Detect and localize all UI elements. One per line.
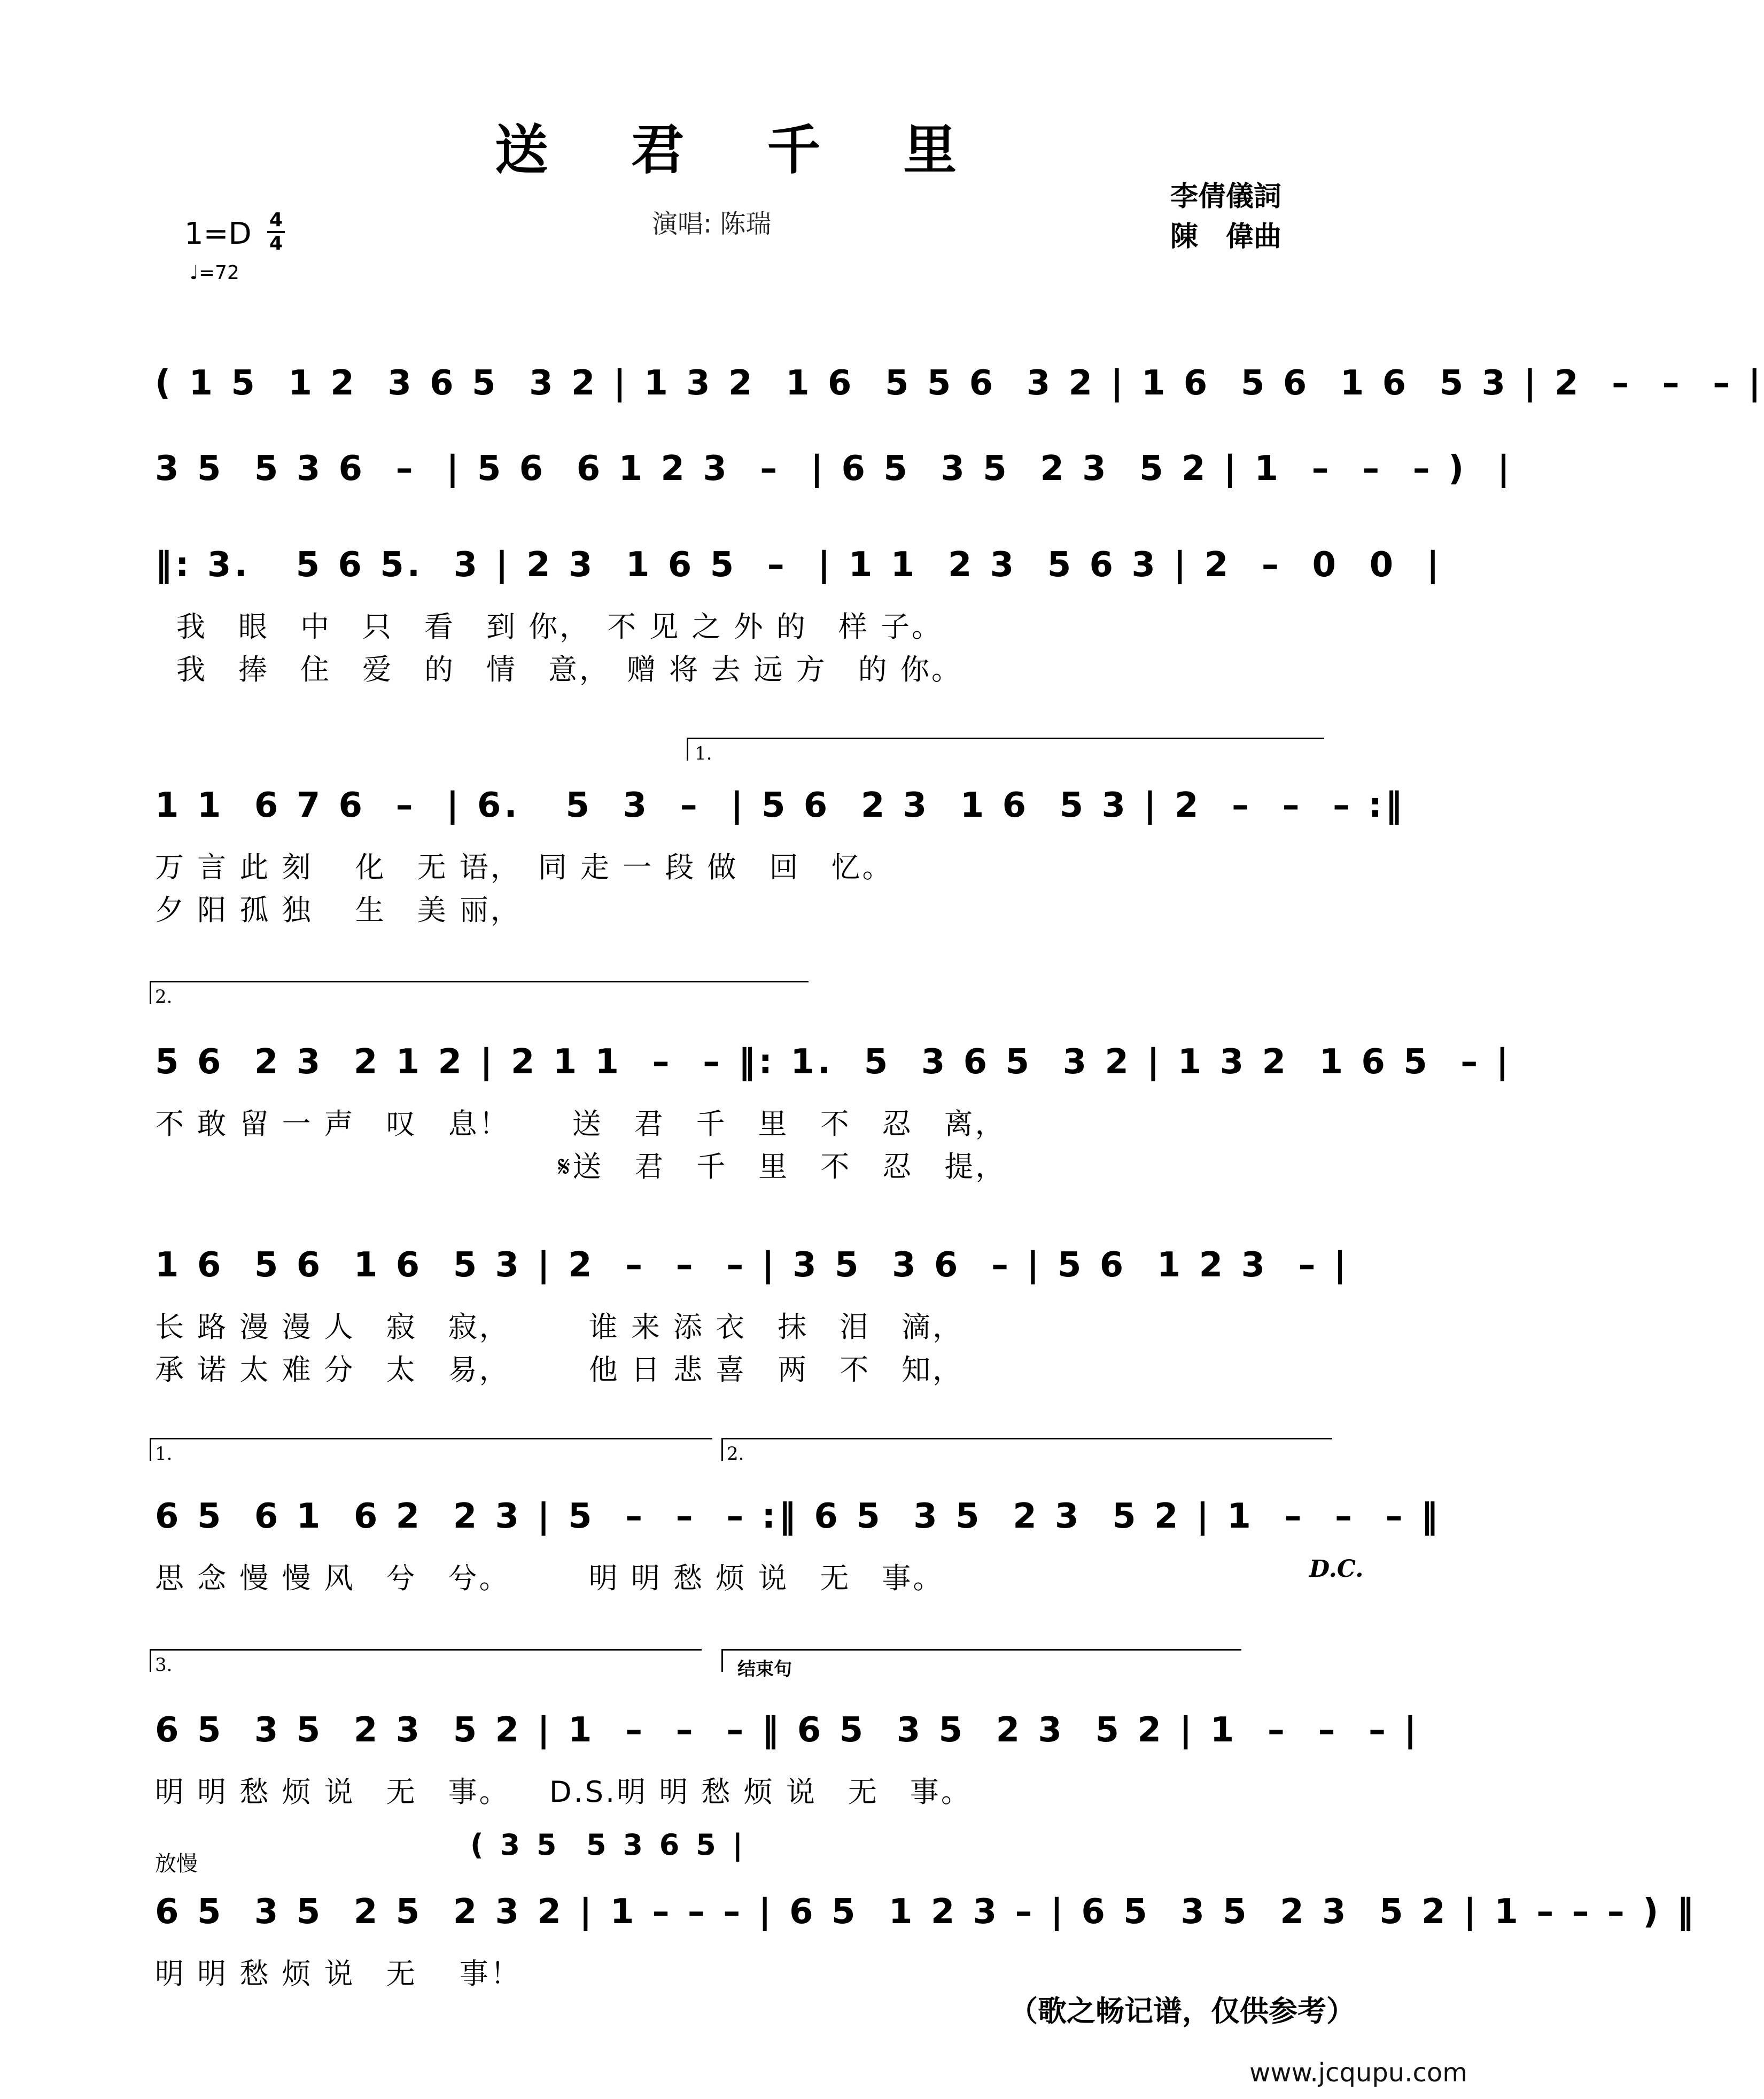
- notation-line: 6 5 3 5 2 5 2 3 2 | 1 – – – | 6 5 1 2 3 – | 6 5 3 5 2 3 5 2 | 1 – – – ) ‖: [155, 1892, 1697, 1932]
- transcription-note: （歌之畅记谱，仅供参考）: [1009, 1994, 1355, 2028]
- score-row-2: [0, 444, 1513, 508]
- key-signature: 1=D: [184, 216, 252, 251]
- lyric-verse-2: 𝄋送 君 千 里 不 忍 提，: [155, 1150, 1007, 1183]
- score-row-3: [0, 540, 1483, 700]
- volta-label-2: 2.: [155, 986, 173, 1008]
- score-row-8: [0, 1705, 1483, 1812]
- notation-line: 6 5 6 1 6 2 2 3 | 5 – – – :‖ 6 5 3 5 2 3 5 2 | 1 – – – ‖: [155, 1497, 1441, 1536]
- tempo-marking: ♩=72: [190, 262, 239, 284]
- singer-credit: 演唱: 陈瑞: [652, 209, 772, 239]
- volta-bracket-1b: [150, 1438, 712, 1461]
- score-row-1: [0, 358, 1764, 422]
- score-row-5: [0, 1037, 1512, 1197]
- notation-line: 1 1 6 7 6 – | 6. 5 3 – | 5 6 2 3 1 6 5 3 | 2 – – – :‖: [155, 786, 1406, 825]
- lyric-verse-1: 不 敢 留 一 声 叹 息！ 送 君 千 里 不 忍 离，: [155, 1107, 1006, 1141]
- composer-credit: 陳 偉曲: [1170, 220, 1282, 253]
- lyric-verse-1: 长 路 漫 漫 人 寂 寂， 谁 来 添 衣 抹 泪 滴，: [155, 1310, 964, 1344]
- dc-marking: D.C.: [1309, 1555, 1364, 1583]
- meter-bottom: 4: [269, 233, 283, 254]
- notation-line: 1 6 5 6 1 6 5 3 | 2 – – – | 3 5 3 6 – | 5 6 1 2 3 – |: [155, 1245, 1350, 1285]
- notation-line: 5 6 2 3 2 1 2 | 2 1 1 – – ‖: 1. 5 3 6 5 3 2 | 1 3 2 1 6 5 – |: [155, 1042, 1512, 1082]
- notation-line: 3 5 5 3 6 – | 5 6 6 1 2 3 – | 6 5 3 5 2 3 5 2 | 1 – – – ) |: [155, 449, 1513, 489]
- volta-label-1b: 1.: [155, 1443, 173, 1465]
- score-row-9: [0, 1887, 1697, 1994]
- song-title: 送 君 千 里: [494, 118, 989, 181]
- score-row-6: [0, 1240, 1483, 1400]
- lyric-verse-1: 我 眼 中 只 看 到 你， 不 见 之 外 的 样 子。: [176, 610, 943, 644]
- lyric-verse-1: 万 言 此 刻 化 无 语， 同 走 一 段 做 回 忆。: [155, 850, 893, 884]
- lyric-verse-2: 夕 阳 孤 独 生 美 丽，: [155, 893, 522, 927]
- ending-label: 结束句: [737, 1659, 792, 1680]
- tempo-slow-label: 放慢: [155, 1852, 198, 1876]
- intro-small-notation: ( 3 5 5 3 6 5 |: [470, 1828, 747, 1862]
- volta-label-3: 3.: [155, 1654, 173, 1676]
- volta-bracket-2b: [721, 1438, 1332, 1461]
- time-signature: [267, 210, 285, 254]
- meter-top: 4: [267, 210, 285, 233]
- volta-label-1: 1.: [695, 743, 712, 764]
- volta-label-2b: 2.: [727, 1443, 744, 1465]
- site-watermark: www.jcqupu.com: [1249, 2058, 1467, 2088]
- lyricist-credit: 李倩儀詞: [1170, 180, 1282, 213]
- lyric-verse-1: 思 念 慢 慢 风 兮 兮。 明 明 愁 烦 说 无 事。: [155, 1561, 944, 1595]
- lyric-verse-1: 明 明 愁 烦 说 无 事！: [155, 1957, 522, 1990]
- lyric-verse-1: 明 明 愁 烦 说 无 事。 D.S.明 明 愁 烦 说 无 事。: [155, 1775, 972, 1809]
- score-row-7: [0, 1491, 1483, 1598]
- lyric-verse-2: 承 诺 太 难 分 太 易， 他 日 悲 喜 两 不 知，: [155, 1353, 964, 1387]
- notation-line: 6 5 3 5 2 3 5 2 | 1 – – – ‖ 6 5 3 5 2 3 5 2 | 1 – – – |: [155, 1710, 1420, 1750]
- volta-bracket-3: [150, 1649, 702, 1672]
- volta-bracket-1: [687, 738, 1324, 761]
- lyric-verse-2: 我 捧 住 爱 的 情 意， 赠 将 去 远 方 的 你。: [176, 653, 962, 686]
- ending-bracket: [721, 1649, 1241, 1672]
- notation-line: ( 1 5 1 2 3 6 5 3 2 | 1 3 2 1 6 5 5 6 3 2 | 1 6 5 6 1 6 5 3 | 2 – – – |: [155, 363, 1764, 403]
- score-row-4: [0, 780, 1483, 941]
- notation-line: ‖: 3. 5 6 5. 3 | 2 3 1 6 5 – | 1 1 2 3 5 6 3 | 2 – 0 0 |: [155, 545, 1443, 585]
- volta-bracket-2: [150, 981, 809, 1004]
- credits: [1170, 176, 1281, 257]
